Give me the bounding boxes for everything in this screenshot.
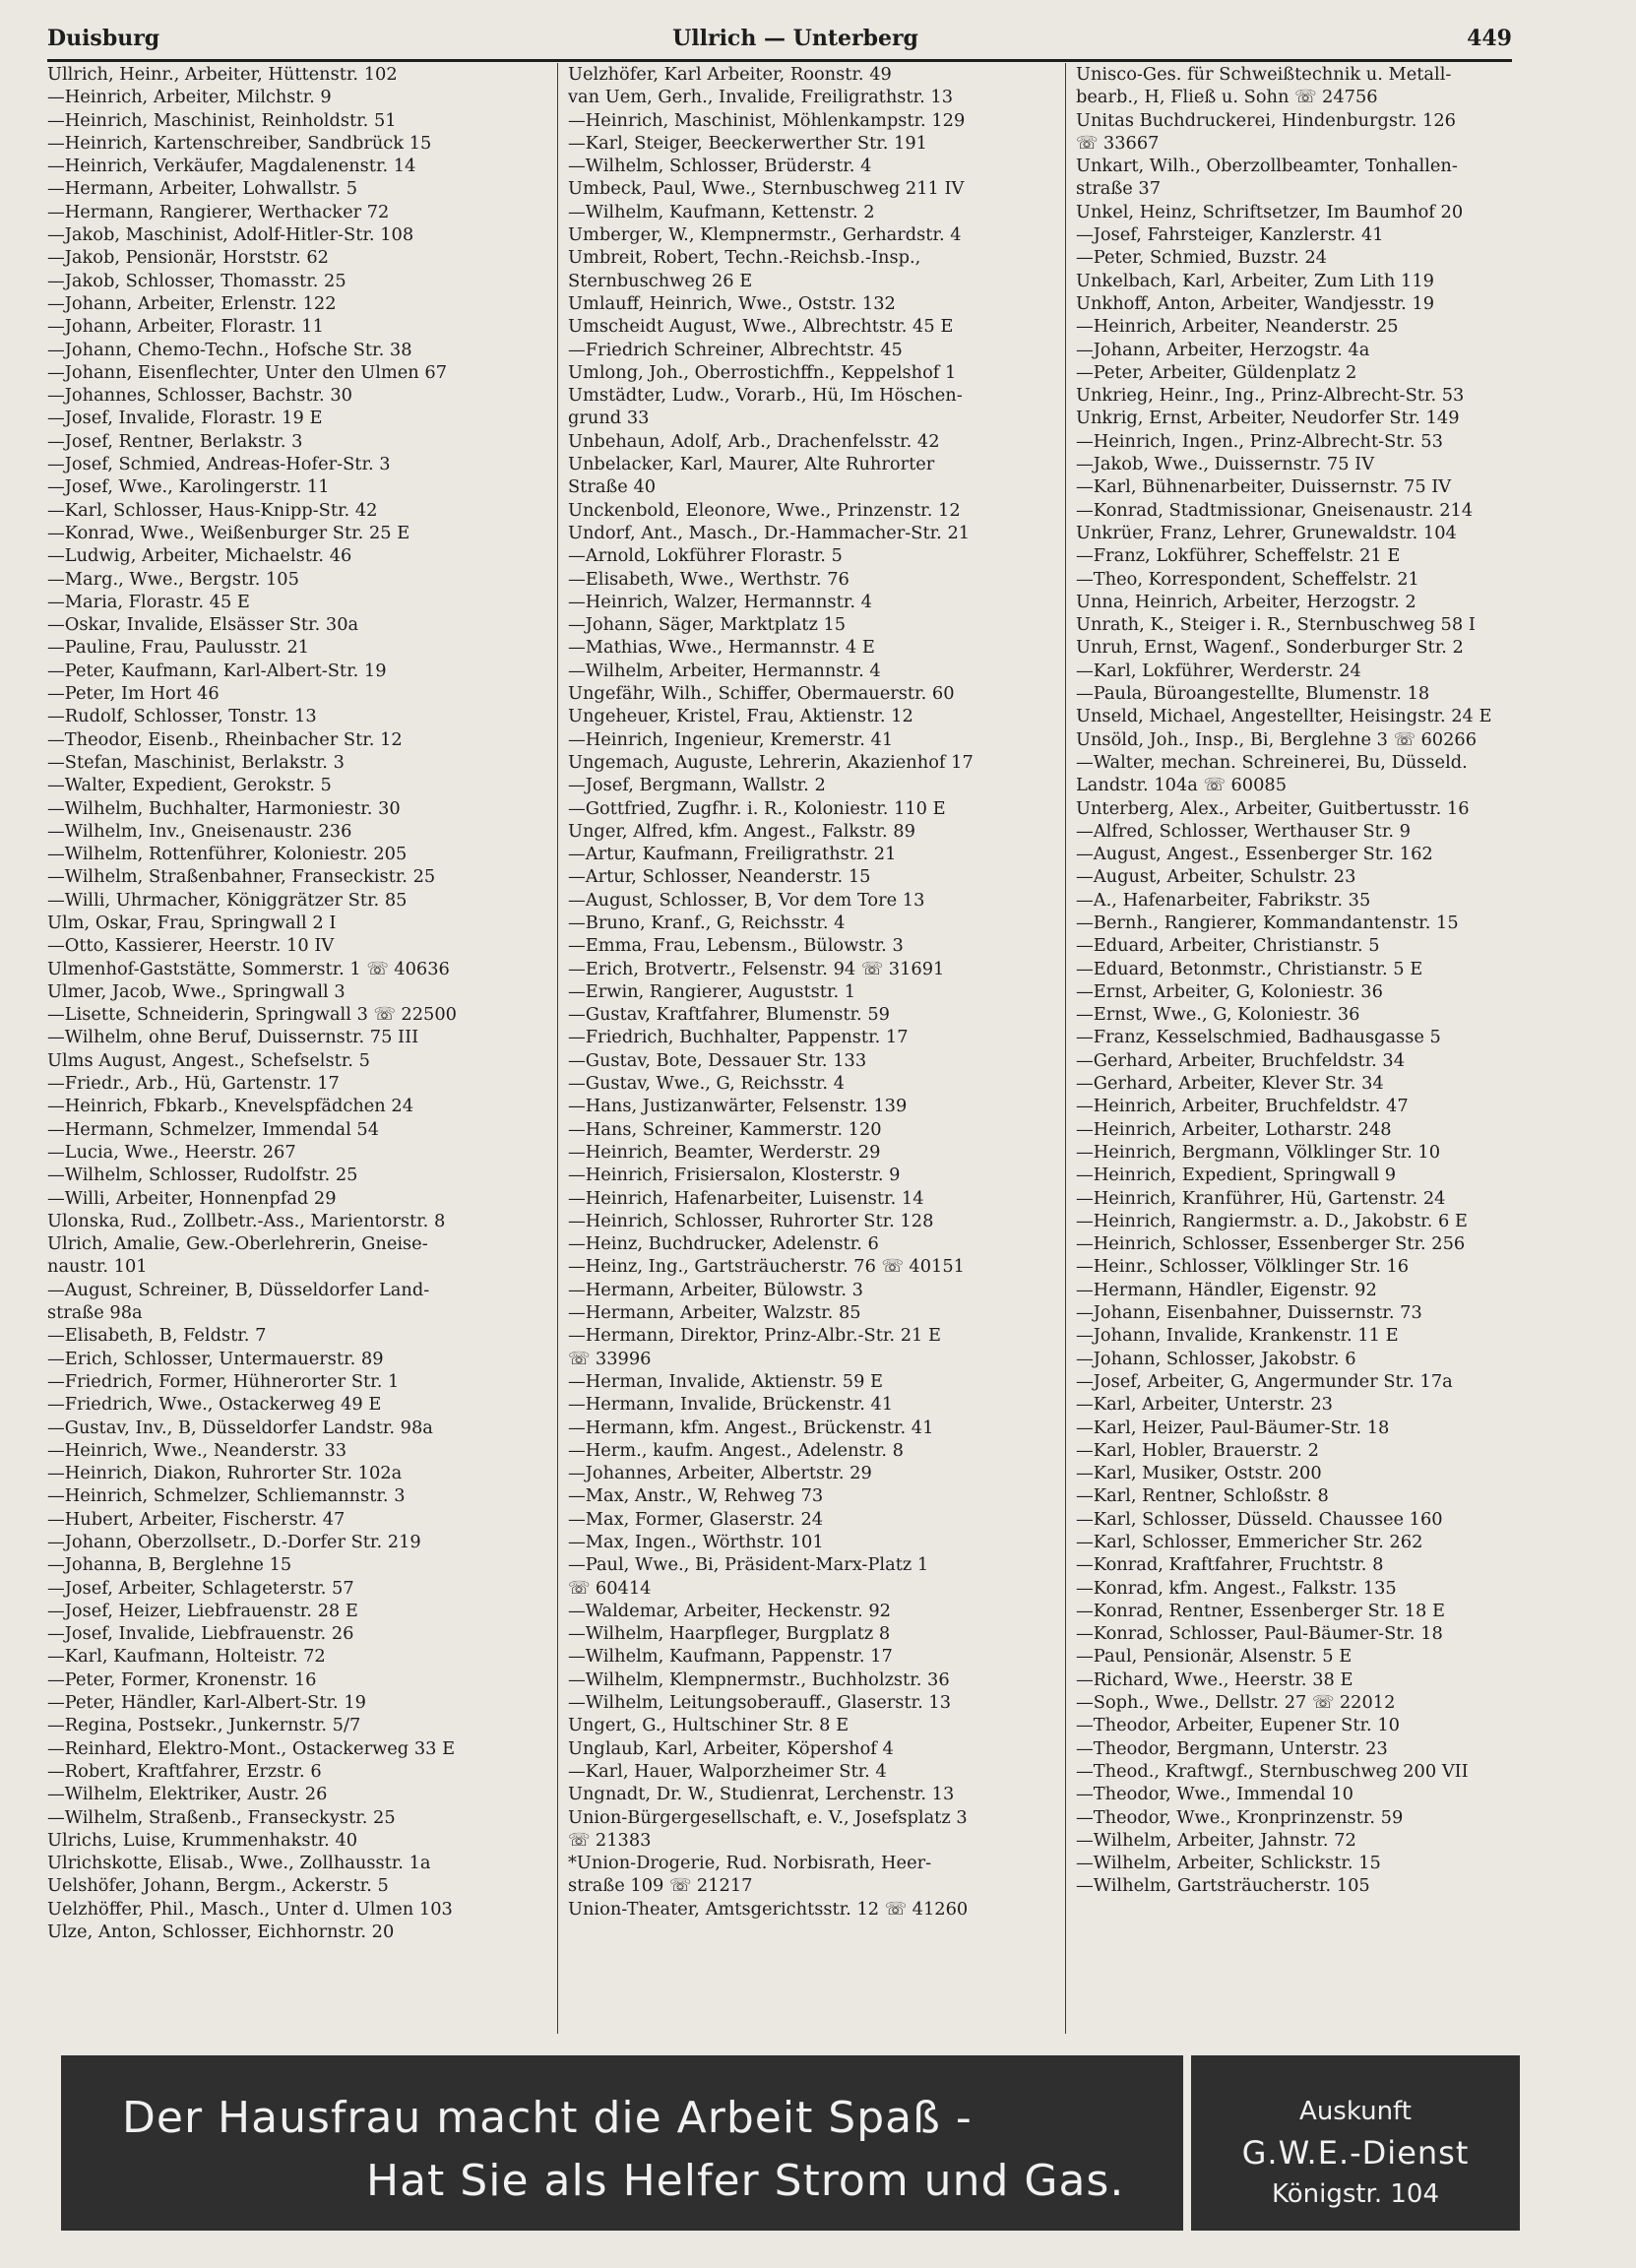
directory-entry: —Paula, Büroangestellte, Blumenstr. 18 xyxy=(1076,683,1430,705)
directory-entry: Umstädter, Ludw., Vorarb., Hü, Im Höschen- xyxy=(568,385,963,407)
directory-entry: —Theodor, Wwe., Kronprinzenstr. 59 xyxy=(1076,1806,1404,1828)
directory-entry: —Hermann, Schmelzer, Immendal 54 xyxy=(47,1118,380,1140)
directory-entry: —Heinrich, Frisiersalon, Klosterstr. 9 xyxy=(568,1165,901,1186)
ad-divider xyxy=(1183,2055,1191,2231)
directory-entry: Unckenbold, Eleonore, Wwe., Prinzenstr. 12 xyxy=(568,499,961,521)
directory-entry: —Gerhard, Arbeiter, Bruchfeldstr. 34 xyxy=(1076,1049,1406,1071)
directory-entry: —Max, Anstr., W, Rehweg 73 xyxy=(568,1485,824,1507)
directory-entry: —Theod., Kraftwgf., Sternbuschweg 200 VII xyxy=(1076,1760,1469,1782)
directory-entry: —Karl, Schlosser, Düsseld. Chaussee 160 xyxy=(1076,1508,1443,1530)
directory-entry: Unkrig, Ernst, Arbeiter, Neudorfer Str. 149 xyxy=(1076,408,1460,429)
directory-column-3 xyxy=(1065,63,1512,2034)
directory-column-1 xyxy=(47,63,532,2034)
ad-slogan-line-2: Hat Sie als Helfer Strom und Gas. xyxy=(366,2156,1125,2206)
directory-entry: —Johann, Eisenflechter, Unter den Ulmen 67 xyxy=(47,361,448,383)
directory-entry: —Eduard, Arbeiter, Christianstr. 5 xyxy=(1076,935,1380,957)
directory-entry: —Reinhard, Elektro-Mont., Ostackerweg 33 E xyxy=(47,1737,456,1759)
directory-entry: —Karl, Schlosser, Emmericher Str. 262 xyxy=(1076,1532,1423,1552)
directory-entry: —Johann, Eisenbahner, Duissernstr. 73 xyxy=(1076,1302,1422,1324)
directory-entry: —Hans, Schreiner, Kammerstr. 120 xyxy=(568,1118,882,1140)
directory-entry: —Erich, Schlosser, Untermauerstr. 89 xyxy=(47,1348,384,1369)
directory-entry: —Heinrich, Maschinist, Möhlenkampstr. 129 xyxy=(568,109,966,131)
directory-entry: Ulze, Anton, Schlosser, Eichhornstr. 20 xyxy=(47,1922,395,1943)
directory-entry: Unitas Buchdruckerei, Hindenburgstr. 126 xyxy=(1076,109,1456,131)
directory-entry: —Ernst, Arbeiter, G, Koloniestr. 36 xyxy=(1076,980,1383,1002)
directory-entry: —Waldemar, Arbeiter, Heckenstr. 92 xyxy=(568,1600,891,1621)
directory-entry: —Heinrich, Wwe., Neanderstr. 33 xyxy=(47,1439,347,1461)
directory-entry: —Jakob, Pensionär, Horststr. 62 xyxy=(47,247,329,269)
directory-entry: —Johann, Arbeiter, Erlenstr. 122 xyxy=(47,292,337,314)
directory-entry: —Konrad, Kraftfahrer, Fruchtstr. 8 xyxy=(1076,1554,1384,1576)
directory-entry: straße 37 xyxy=(1076,178,1162,200)
directory-entry: —Peter, Kaufmann, Karl-Albert-Str. 19 xyxy=(47,660,387,681)
directory-entry: —Willi, Uhrmacher, Königgrätzer Str. 85 xyxy=(47,889,408,911)
directory-entry: —Elisabeth, Wwe., Werthstr. 76 xyxy=(568,568,849,590)
directory-entry: —Josef, Fahrsteiger, Kanzlerstr. 41 xyxy=(1076,224,1384,246)
directory-entry: —Wilhelm, Straßenbahner, Franseckistr. 25 xyxy=(47,866,436,888)
directory-entry: —Max, Ingen., Wörthstr. 101 xyxy=(568,1532,824,1552)
directory-entry: —Gustav, Inv., B, Düsseldorfer Landstr. 98a xyxy=(47,1417,433,1438)
directory-entry: Landstr. 104a ☏ 60085 xyxy=(1076,775,1288,796)
directory-entry: Unger, Alfred, kfm. Angest., Falkstr. 89 xyxy=(568,820,915,842)
directory-entry: bearb., H, Fließ u. Sohn ☏ 24756 xyxy=(1076,87,1378,108)
directory-entry: —Heinrich, Expedient, Springwall 9 xyxy=(1076,1165,1397,1186)
directory-entry: Unisco-Ges. für Schweißtechnik u. Metall- xyxy=(1076,64,1452,85)
directory-entry: —Wilhelm, Arbeiter, Schlickstr. 15 xyxy=(1076,1853,1381,1874)
directory-entry: —Hans, Justizanwärter, Felsenstr. 139 xyxy=(568,1096,908,1117)
directory-entry: —Erwin, Rangierer, Auguststr. 1 xyxy=(568,980,856,1002)
directory-entry: —Heinrich, Kranführer, Hü, Gartenstr. 24 xyxy=(1076,1187,1446,1209)
directory-entry: Umlauff, Heinrich, Wwe., Oststr. 132 xyxy=(568,292,896,314)
directory-entry: —Jakob, Wwe., Duissernstr. 75 IV xyxy=(1076,454,1375,475)
directory-entry: —Emma, Frau, Lebensm., Bülowstr. 3 xyxy=(568,935,904,957)
directory-entry: straße 109 ☏ 21217 xyxy=(568,1875,753,1897)
directory-entry: Unrath, K., Steiger i. R., Sternbuschweg 58 I xyxy=(1076,614,1476,636)
directory-entry: —Gustav, Bote, Dessauer Str. 133 xyxy=(568,1049,867,1071)
directory-entry: —Hermann, Direktor, Prinz-Albr.-Str. 21 E xyxy=(568,1325,941,1347)
directory-entry: Umbeck, Paul, Wwe., Sternbuschweg 211 IV xyxy=(568,178,965,200)
directory-entry: —Regina, Postsekr., Junkernstr. 5/7 xyxy=(47,1715,361,1736)
directory-entry: Ungnadt, Dr. W., Studienrat, Lerchenstr. 13 xyxy=(568,1784,955,1805)
directory-entry: Unkrüer, Franz, Lehrer, Grunewaldstr. 104 xyxy=(1076,522,1457,543)
directory-entry: —Wilhelm, Rottenführer, Koloniestr. 205 xyxy=(47,844,408,865)
directory-entry: —Johann, Oberzollsetr., D.-Dorfer Str. 219 xyxy=(47,1532,421,1552)
directory-entry: Ungemach, Auguste, Lehrerin, Akazienhof 17 xyxy=(568,751,974,773)
directory-entry: —Josef, Heizer, Liebfrauenstr. 28 E xyxy=(47,1600,358,1621)
directory-entry: —Konrad, Stadtmissionar, Gneisenaustr. 214 xyxy=(1076,499,1474,521)
directory-entry: —Josef, Invalide, Florastr. 19 E xyxy=(47,408,323,429)
directory-entry: —Mathias, Wwe., Hermannstr. 4 E xyxy=(568,637,875,659)
directory-entry: —Josef, Wwe., Karolingerstr. 11 xyxy=(47,476,330,498)
directory-entry: —Heinrich, Schlosser, Essenberger Str. 256 xyxy=(1076,1233,1466,1255)
directory-entry: —Johann, Schlosser, Jakobstr. 6 xyxy=(1076,1348,1356,1369)
directory-entry: Sternbuschweg 26 E xyxy=(568,270,753,291)
directory-entry: —Friedrich Schreiner, Albrechtstr. 45 xyxy=(568,339,903,360)
directory-entry: —Paul, Pensionär, Alsenstr. 5 E xyxy=(1076,1646,1353,1668)
directory-entry: Unkhoff, Anton, Arbeiter, Wandjesstr. 19 xyxy=(1076,292,1435,314)
directory-entry: —Hermann, Arbeiter, Lohwallstr. 5 xyxy=(47,178,358,200)
directory-entry: —Franz, Kesselschmied, Badhausgasse 5 xyxy=(1076,1027,1441,1048)
directory-entry: —Johann, Invalide, Krankenstr. 11 E xyxy=(1076,1325,1399,1347)
directory-entry: —Johann, Arbeiter, Herzogstr. 4a xyxy=(1076,339,1370,360)
directory-entry: —Josef, Schmied, Andreas-Hofer-Str. 3 xyxy=(47,454,391,475)
directory-entry: —Maria, Florastr. 45 E xyxy=(47,591,250,612)
directory-entry: Unna, Heinrich, Arbeiter, Herzogstr. 2 xyxy=(1076,591,1416,612)
directory-entry: —Karl, Lokführer, Werderstr. 24 xyxy=(1076,660,1361,681)
directory-entry: Unkrieg, Heinr., Ing., Prinz-Albrecht-Str. 53 xyxy=(1076,385,1465,407)
directory-entry: —Wilhelm, ohne Beruf, Duissernstr. 75 III xyxy=(47,1027,419,1048)
directory-entry: Umlong, Joh., Oberrostichffn., Keppelshof 1 xyxy=(568,361,957,383)
directory-entry: —Alfred, Schlosser, Werthauser Str. 9 xyxy=(1076,820,1411,842)
ad-info-label: Auskunft xyxy=(1299,2097,1412,2126)
directory-entry: Uelshöfer, Johann, Bergm., Ackerstr. 5 xyxy=(47,1875,389,1897)
directory-entry: —August, Arbeiter, Schulstr. 23 xyxy=(1076,866,1356,888)
directory-entry: —Johann, Chemo-Techn., Hofsche Str. 38 xyxy=(47,339,412,360)
directory-entry: —Friedr., Arb., Hü, Gartenstr. 17 xyxy=(47,1073,340,1095)
directory-entry: —Josef, Invalide, Liebfrauenstr. 26 xyxy=(47,1623,354,1645)
directory-entry: —Josef, Bergmann, Wallstr. 2 xyxy=(568,775,826,796)
directory-entry: —Heinrich, Arbeiter, Neanderstr. 25 xyxy=(1076,316,1399,338)
header-name-range: Ullrich — Unterberg xyxy=(672,26,918,51)
directory-entry: —Wilhelm, Arbeiter, Jahnstr. 72 xyxy=(1076,1829,1356,1851)
directory-entry: —Hermann, Rangierer, Werthacker 72 xyxy=(47,201,390,222)
directory-entry: —Wilhelm, Inv., Gneisenaustr. 236 xyxy=(47,820,352,842)
directory-entry: Unruh, Ernst, Wagenf., Sonderburger Str. 2 xyxy=(1076,637,1464,659)
directory-entry: —August, Angest., Essenberger Str. 162 xyxy=(1076,844,1433,865)
advertisement-banner xyxy=(61,2055,1520,2231)
directory-entry: Unkel, Heinz, Schriftsetzer, Im Baumhof 20 xyxy=(1076,201,1464,222)
directory-entry: —Karl, Rentner, Schloßstr. 8 xyxy=(1076,1485,1329,1507)
directory-entry: —Josef, Arbeiter, Schlageterstr. 57 xyxy=(47,1577,354,1599)
directory-entry: Straße 40 xyxy=(568,476,657,498)
directory-entry: Unterberg, Alex., Arbeiter, Guitbertusstr. 16 xyxy=(1076,797,1470,819)
directory-entry: —Karl, Musiker, Oststr. 200 xyxy=(1076,1463,1322,1484)
directory-entry: —Hermann, Arbeiter, Walzstr. 85 xyxy=(568,1302,861,1324)
directory-entry: —Wilhelm, Gartsträucherstr. 105 xyxy=(1076,1875,1370,1897)
directory-entry: ☏ 33667 xyxy=(1076,132,1160,154)
directory-entry: —Konrad, Wwe., Weißenburger Str. 25 E xyxy=(47,522,410,543)
directory-entry: —Heinr., Schlosser, Völklinger Str. 16 xyxy=(1076,1256,1410,1278)
directory-entry: —Karl, Heizer, Paul-Bäumer-Str. 18 xyxy=(1076,1417,1390,1438)
directory-entry: —Peter, Händler, Karl-Albert-Str. 19 xyxy=(47,1692,366,1714)
directory-entry: grund 33 xyxy=(568,408,650,429)
directory-entry: van Uem, Gerh., Invalide, Freiligrathstr. 13 xyxy=(568,87,954,108)
directory-entry: Ulrichs, Luise, Krummenhakstr. 40 xyxy=(47,1829,358,1851)
header-city: Duisburg xyxy=(47,26,160,51)
directory-entry: Ulrichskotte, Elisab., Wwe., Zollhausstr. 1a xyxy=(47,1853,431,1874)
directory-columns xyxy=(47,63,1512,2034)
directory-entry: —Theodor, Bergmann, Unterstr. 23 xyxy=(1076,1737,1388,1759)
directory-entry: —Wilhelm, Straßenb., Franseckystr. 25 xyxy=(47,1806,396,1828)
directory-entry: —Friedrich, Buchhalter, Pappenstr. 17 xyxy=(568,1027,909,1048)
directory-entry: —Heinrich, Kartenschreiber, Sandbrück 15 xyxy=(47,132,432,154)
directory-entry: —Wilhelm, Buchhalter, Harmoniestr. 30 xyxy=(47,797,401,819)
directory-entry: ☏ 33996 xyxy=(568,1348,652,1369)
directory-entry: Uelzhöfer, Karl Arbeiter, Roonstr. 49 xyxy=(568,64,892,85)
directory-entry: —Lucia, Wwe., Heerstr. 267 xyxy=(47,1141,296,1163)
directory-entry: —Konrad, Schlosser, Paul-Bäumer-Str. 18 xyxy=(1076,1623,1443,1645)
ad-slogan-line-1: Der Hausfrau macht die Arbeit Spaß - xyxy=(122,2093,973,2143)
directory-entry: —Johannes, Arbeiter, Albertstr. 29 xyxy=(568,1463,872,1484)
directory-entry: —Heinz, Buchdrucker, Adelenstr. 6 xyxy=(568,1233,879,1255)
directory-entry: —Max, Former, Glaserstr. 24 xyxy=(568,1508,824,1530)
directory-entry: —Wilhelm, Haarpfleger, Burgplatz 8 xyxy=(568,1623,891,1645)
directory-entry: —Konrad, kfm. Angest., Falkstr. 135 xyxy=(1076,1577,1397,1599)
directory-column-2 xyxy=(557,63,1065,2034)
directory-entry: —Wilhelm, Elektriker, Austr. 26 xyxy=(47,1784,328,1805)
directory-entry: —Heinrich, Maschinist, Reinholdstr. 51 xyxy=(47,109,397,131)
directory-entry: Ullrich, Heinr., Arbeiter, Hüttenstr. 102 xyxy=(47,64,398,85)
directory-entry: —Karl, Steiger, Beeckerwerther Str. 191 xyxy=(568,132,927,154)
directory-entry: —Hermann, Invalide, Brückenstr. 41 xyxy=(568,1394,894,1416)
directory-entry: Ulonska, Rud., Zollbetr.-Ass., Marientorstr. 8 xyxy=(47,1210,446,1231)
directory-entry: —Johannes, Schlosser, Bachstr. 30 xyxy=(47,385,352,407)
directory-entry: —Heinrich, Ingen., Prinz-Albrecht-Str. 53 xyxy=(1076,430,1443,452)
directory-entry: —Theodor, Wwe., Immendal 10 xyxy=(1076,1784,1353,1805)
directory-entry: —Peter, Schmied, Buzstr. 24 xyxy=(1076,247,1327,269)
directory-entry: —Karl, Bühnenarbeiter, Duissernstr. 75 IV xyxy=(1076,476,1452,498)
directory-entry: —Eduard, Betonmstr., Christianstr. 5 E xyxy=(1076,958,1423,979)
directory-entry: —Karl, Hobler, Brauerstr. 2 xyxy=(1076,1439,1319,1461)
directory-entry: —Heinrich, Hafenarbeiter, Luisenstr. 14 xyxy=(568,1187,924,1209)
directory-entry: Ungeheuer, Kristel, Frau, Aktienstr. 12 xyxy=(568,706,913,727)
directory-entry: —Johann, Arbeiter, Florastr. 11 xyxy=(47,316,324,338)
directory-entry: —Josef, Rentner, Berlakstr. 3 xyxy=(47,430,303,452)
directory-entry: —Soph., Wwe., Dellstr. 27 ☏ 22012 xyxy=(1076,1692,1396,1714)
directory-entry: —Pauline, Frau, Paulusstr. 21 xyxy=(47,637,310,659)
page-header xyxy=(47,24,1512,62)
directory-entry: —Johann, Säger, Marktplatz 15 xyxy=(568,614,847,636)
directory-entry: —Walter, mechan. Schreinerei, Bu, Düsseld. xyxy=(1076,751,1468,773)
directory-entry: ☏ 60414 xyxy=(568,1577,652,1599)
directory-entry: Unbehaun, Adolf, Arb., Drachenfelsstr. 42 xyxy=(568,430,940,452)
directory-entry: Unkart, Wilh., Oberzollbeamter, Tonhallen- xyxy=(1076,156,1458,177)
directory-entry: straße 98a xyxy=(47,1302,143,1324)
directory-entry: —Walter, Expedient, Gerokstr. 5 xyxy=(47,775,332,796)
directory-entry: —Theodor, Arbeiter, Eupener Str. 10 xyxy=(1076,1715,1400,1736)
directory-entry: —Erich, Brotvertr., Felsenstr. 94 ☏ 31691 xyxy=(568,958,945,979)
directory-entry: —Peter, Im Hort 46 xyxy=(47,683,220,705)
directory-entry: —Paul, Wwe., Bi, Präsident-Marx-Platz 1 xyxy=(568,1554,929,1576)
directory-entry: —Herm., kaufm. Angest., Adelenstr. 8 xyxy=(568,1439,904,1461)
directory-entry: —Robert, Kraftfahrer, Erzstr. 6 xyxy=(47,1760,322,1782)
directory-entry: Unbelacker, Karl, Maurer, Alte Ruhrorter xyxy=(568,454,935,475)
directory-entry: Ungert, G., Hultschiner Str. 8 E xyxy=(568,1715,849,1736)
directory-entry: Unseld, Michael, Angestellter, Heisingstr. 24 E xyxy=(1076,706,1492,727)
directory-entry: Union-Bürgergesellschaft, e. V., Josefsplatz 3 xyxy=(568,1806,968,1828)
directory-entry: —Heinrich, Arbeiter, Bruchfeldstr. 47 xyxy=(1076,1096,1409,1117)
directory-entry: —Gustav, Kraftfahrer, Blumenstr. 59 xyxy=(568,1004,890,1026)
directory-entry: Ulm, Oskar, Frau, Springwall 2 I xyxy=(47,912,337,933)
directory-entry: Ulmer, Jacob, Wwe., Springwall 3 xyxy=(47,980,346,1002)
directory-entry: —Johanna, B, Berglehne 15 xyxy=(47,1554,292,1576)
directory-entry: —Arnold, Lokführer Florastr. 5 xyxy=(568,545,843,567)
directory-entry: —Artur, Kaufmann, Freiligrathstr. 21 xyxy=(568,844,897,865)
directory-entry: —Hermann, kfm. Angest., Brückenstr. 41 xyxy=(568,1417,934,1438)
directory-entry: —Willi, Arbeiter, Honnenpfad 29 xyxy=(47,1187,337,1209)
directory-entry: —Peter, Arbeiter, Güldenplatz 2 xyxy=(1076,361,1357,383)
directory-entry: —Gerhard, Arbeiter, Klever Str. 34 xyxy=(1076,1073,1384,1095)
directory-entry: —Hermann, Händler, Eigenstr. 92 xyxy=(1076,1279,1377,1300)
directory-entry: —Wilhelm, Kaufmann, Pappenstr. 17 xyxy=(568,1646,893,1668)
directory-entry: —Heinrich, Fbkarb., Knevelspfädchen 24 xyxy=(47,1096,414,1117)
directory-entry: —Lisette, Schneiderin, Springwall 3 ☏ 22500 xyxy=(47,1004,457,1026)
directory-entry: *Union-Drogerie, Rud. Norbisrath, Heer- xyxy=(568,1853,932,1874)
directory-entry: —Richard, Wwe., Heerstr. 38 E xyxy=(1076,1669,1353,1690)
directory-entry: Ulms August, Angest., Schefselstr. 5 xyxy=(47,1049,370,1071)
directory-entry: —Jakob, Maschinist, Adolf-Hitler-Str. 108 xyxy=(47,224,414,246)
directory-entry: Ulrich, Amalie, Gew.-Oberlehrerin, Gneise- xyxy=(47,1233,428,1255)
directory-entry: Uelzhöffer, Phil., Masch., Unter d. Ulmen 103 xyxy=(47,1898,453,1920)
ad-info-name: G.W.E.-Dienst xyxy=(1241,2134,1470,2172)
directory-entry: —Heinrich, Bergmann, Völklinger Str. 10 xyxy=(1076,1141,1441,1163)
directory-entry: —Marg., Wwe., Bergstr. 105 xyxy=(47,568,299,590)
directory-entry: —Bruno, Kranf., G, Reichsstr. 4 xyxy=(568,912,846,933)
directory-entry: —Wilhelm, Klempnermstr., Buchholzstr. 36 xyxy=(568,1669,950,1690)
directory-entry: —Heinrich, Rangiermstr. a. D., Jakobstr. 6 E xyxy=(1076,1210,1468,1231)
directory-entry: Umbreit, Robert, Techn.-Reichsb.-Insp., xyxy=(568,247,921,269)
directory-entry: —Gustav, Wwe., G, Reichsstr. 4 xyxy=(568,1073,845,1095)
directory-entry: —Wilhelm, Kaufmann, Kettenstr. 2 xyxy=(568,201,875,222)
directory-entry: —Heinrich, Beamter, Werderstr. 29 xyxy=(568,1141,881,1163)
directory-entry: —Wilhelm, Leitungsoberauff., Glaserstr. 13 xyxy=(568,1692,952,1714)
directory-entry: —Rudolf, Schlosser, Tonstr. 13 xyxy=(47,706,317,727)
directory-entry: —Artur, Schlosser, Neanderstr. 15 xyxy=(568,866,871,888)
directory-entry: Unkelbach, Karl, Arbeiter, Zum Lith 119 xyxy=(1076,270,1434,291)
directory-entry: —Ludwig, Arbeiter, Michaelstr. 46 xyxy=(47,545,352,567)
directory-entry: —Wilhelm, Schlosser, Brüderstr. 4 xyxy=(568,156,872,177)
directory-entry: —Elisabeth, B, Feldstr. 7 xyxy=(47,1325,267,1347)
page-number: 449 xyxy=(1467,26,1512,51)
directory-entry: —Karl, Schlosser, Haus-Knipp-Str. 42 xyxy=(47,499,378,521)
directory-entry: Ungefähr, Wilh., Schiffer, Obermauerstr. 60 xyxy=(568,683,955,705)
directory-entry: —August, Schreiner, B, Düsseldorfer Land- xyxy=(47,1279,430,1300)
directory-entry: —Wilhelm, Schlosser, Rudolfstr. 25 xyxy=(47,1165,358,1186)
directory-entry: Umscheidt August, Wwe., Albrechtstr. 45 E xyxy=(568,316,954,338)
directory-entry: —Heinrich, Arbeiter, Milchstr. 9 xyxy=(47,87,332,108)
directory-entry: —Josef, Arbeiter, G, Angermunder Str. 17a xyxy=(1076,1370,1453,1392)
directory-entry: —Heinrich, Diakon, Ruhrorter Str. 102a xyxy=(47,1463,403,1484)
directory-entry: —Heinrich, Verkäufer, Magdalenenstr. 14 xyxy=(47,156,416,177)
directory-entry: Umberger, W., Klempnermstr., Gerhardstr. 4 xyxy=(568,224,962,246)
directory-entry: —Hubert, Arbeiter, Fischerstr. 47 xyxy=(47,1508,346,1530)
directory-entry: —Ernst, Wwe., G, Koloniestr. 36 xyxy=(1076,1004,1360,1026)
directory-entry: —Bernh., Rangierer, Kommandantenstr. 15 xyxy=(1076,912,1459,933)
directory-entry: —Heinrich, Schlosser, Ruhrorter Str. 128 xyxy=(568,1210,934,1231)
directory-entry: —August, Schlosser, B, Vor dem Tore 13 xyxy=(568,889,925,911)
directory-entry: —Gottfried, Zugfhr. i. R., Koloniestr. 110 E xyxy=(568,797,946,819)
directory-entry: —Peter, Former, Kronenstr. 16 xyxy=(47,1669,317,1690)
directory-entry: —Heinrich, Arbeiter, Lotharstr. 248 xyxy=(1076,1118,1392,1140)
directory-entry: —Friedrich, Former, Hühnerorter Str. 1 xyxy=(47,1370,400,1392)
directory-entry: naustr. 101 xyxy=(47,1256,148,1278)
directory-entry: —Theodor, Eisenb., Rheinbacher Str. 12 xyxy=(47,728,403,750)
directory-entry: —Konrad, Rentner, Essenberger Str. 18 E xyxy=(1076,1600,1445,1621)
directory-entry: —Heinrich, Walzer, Hermannstr. 4 xyxy=(568,591,872,612)
directory-entry: —Hermann, Arbeiter, Bülowstr. 3 xyxy=(568,1279,863,1300)
directory-entry: —Jakob, Schlosser, Thomasstr. 25 xyxy=(47,270,346,291)
directory-entry: —Karl, Arbeiter, Unterstr. 23 xyxy=(1076,1394,1333,1416)
directory-entry: —Theo, Korrespondent, Scheffelstr. 21 xyxy=(1076,568,1419,590)
directory-entry: —Stefan, Maschinist, Berlakstr. 3 xyxy=(47,751,345,773)
directory-entry: Unglaub, Karl, Arbeiter, Köpershof 4 xyxy=(568,1737,894,1759)
ad-info-address: Königstr. 104 xyxy=(1271,2179,1440,2209)
directory-entry: Unsöld, Joh., Insp., Bi, Berglehne 3 ☏ 60266 xyxy=(1076,728,1478,750)
directory-entry: —Otto, Kassierer, Heerstr. 10 IV xyxy=(47,935,335,957)
directory-entry: Ulmenhof-Gaststätte, Sommerstr. 1 ☏ 40636 xyxy=(47,958,450,979)
directory-entry: Undorf, Ant., Masch., Dr.-Hammacher-Str. 21 xyxy=(568,522,971,543)
directory-entry: —Heinrich, Schmelzer, Schliemannstr. 3 xyxy=(47,1485,406,1507)
directory-entry: —Wilhelm, Arbeiter, Hermannstr. 4 xyxy=(568,660,881,681)
directory-entry: —Karl, Kaufmann, Holteistr. 72 xyxy=(47,1646,326,1668)
directory-entry: —Friedrich, Wwe., Ostackerweg 49 E xyxy=(47,1394,382,1416)
directory-entry: —Franz, Lokführer, Scheffelstr. 21 E xyxy=(1076,545,1401,567)
directory-entry: —Herman, Invalide, Aktienstr. 59 E xyxy=(568,1370,884,1392)
directory-entry: —Karl, Hauer, Walporzheimer Str. 4 xyxy=(568,1760,887,1782)
directory-entry: —Heinz, Ing., Gartsträucherstr. 76 ☏ 40151 xyxy=(568,1256,965,1278)
directory-entry: —A., Hafenarbeiter, Fabrikstr. 35 xyxy=(1076,889,1371,911)
directory-entry: —Heinrich, Ingenieur, Kremerstr. 41 xyxy=(568,728,894,750)
directory-entry: —Oskar, Invalide, Elsässer Str. 30a xyxy=(47,614,359,636)
directory-entry: Union-Theater, Amtsgerichtsstr. 12 ☏ 41260 xyxy=(568,1898,969,1920)
directory-entry: ☏ 21383 xyxy=(568,1829,652,1851)
